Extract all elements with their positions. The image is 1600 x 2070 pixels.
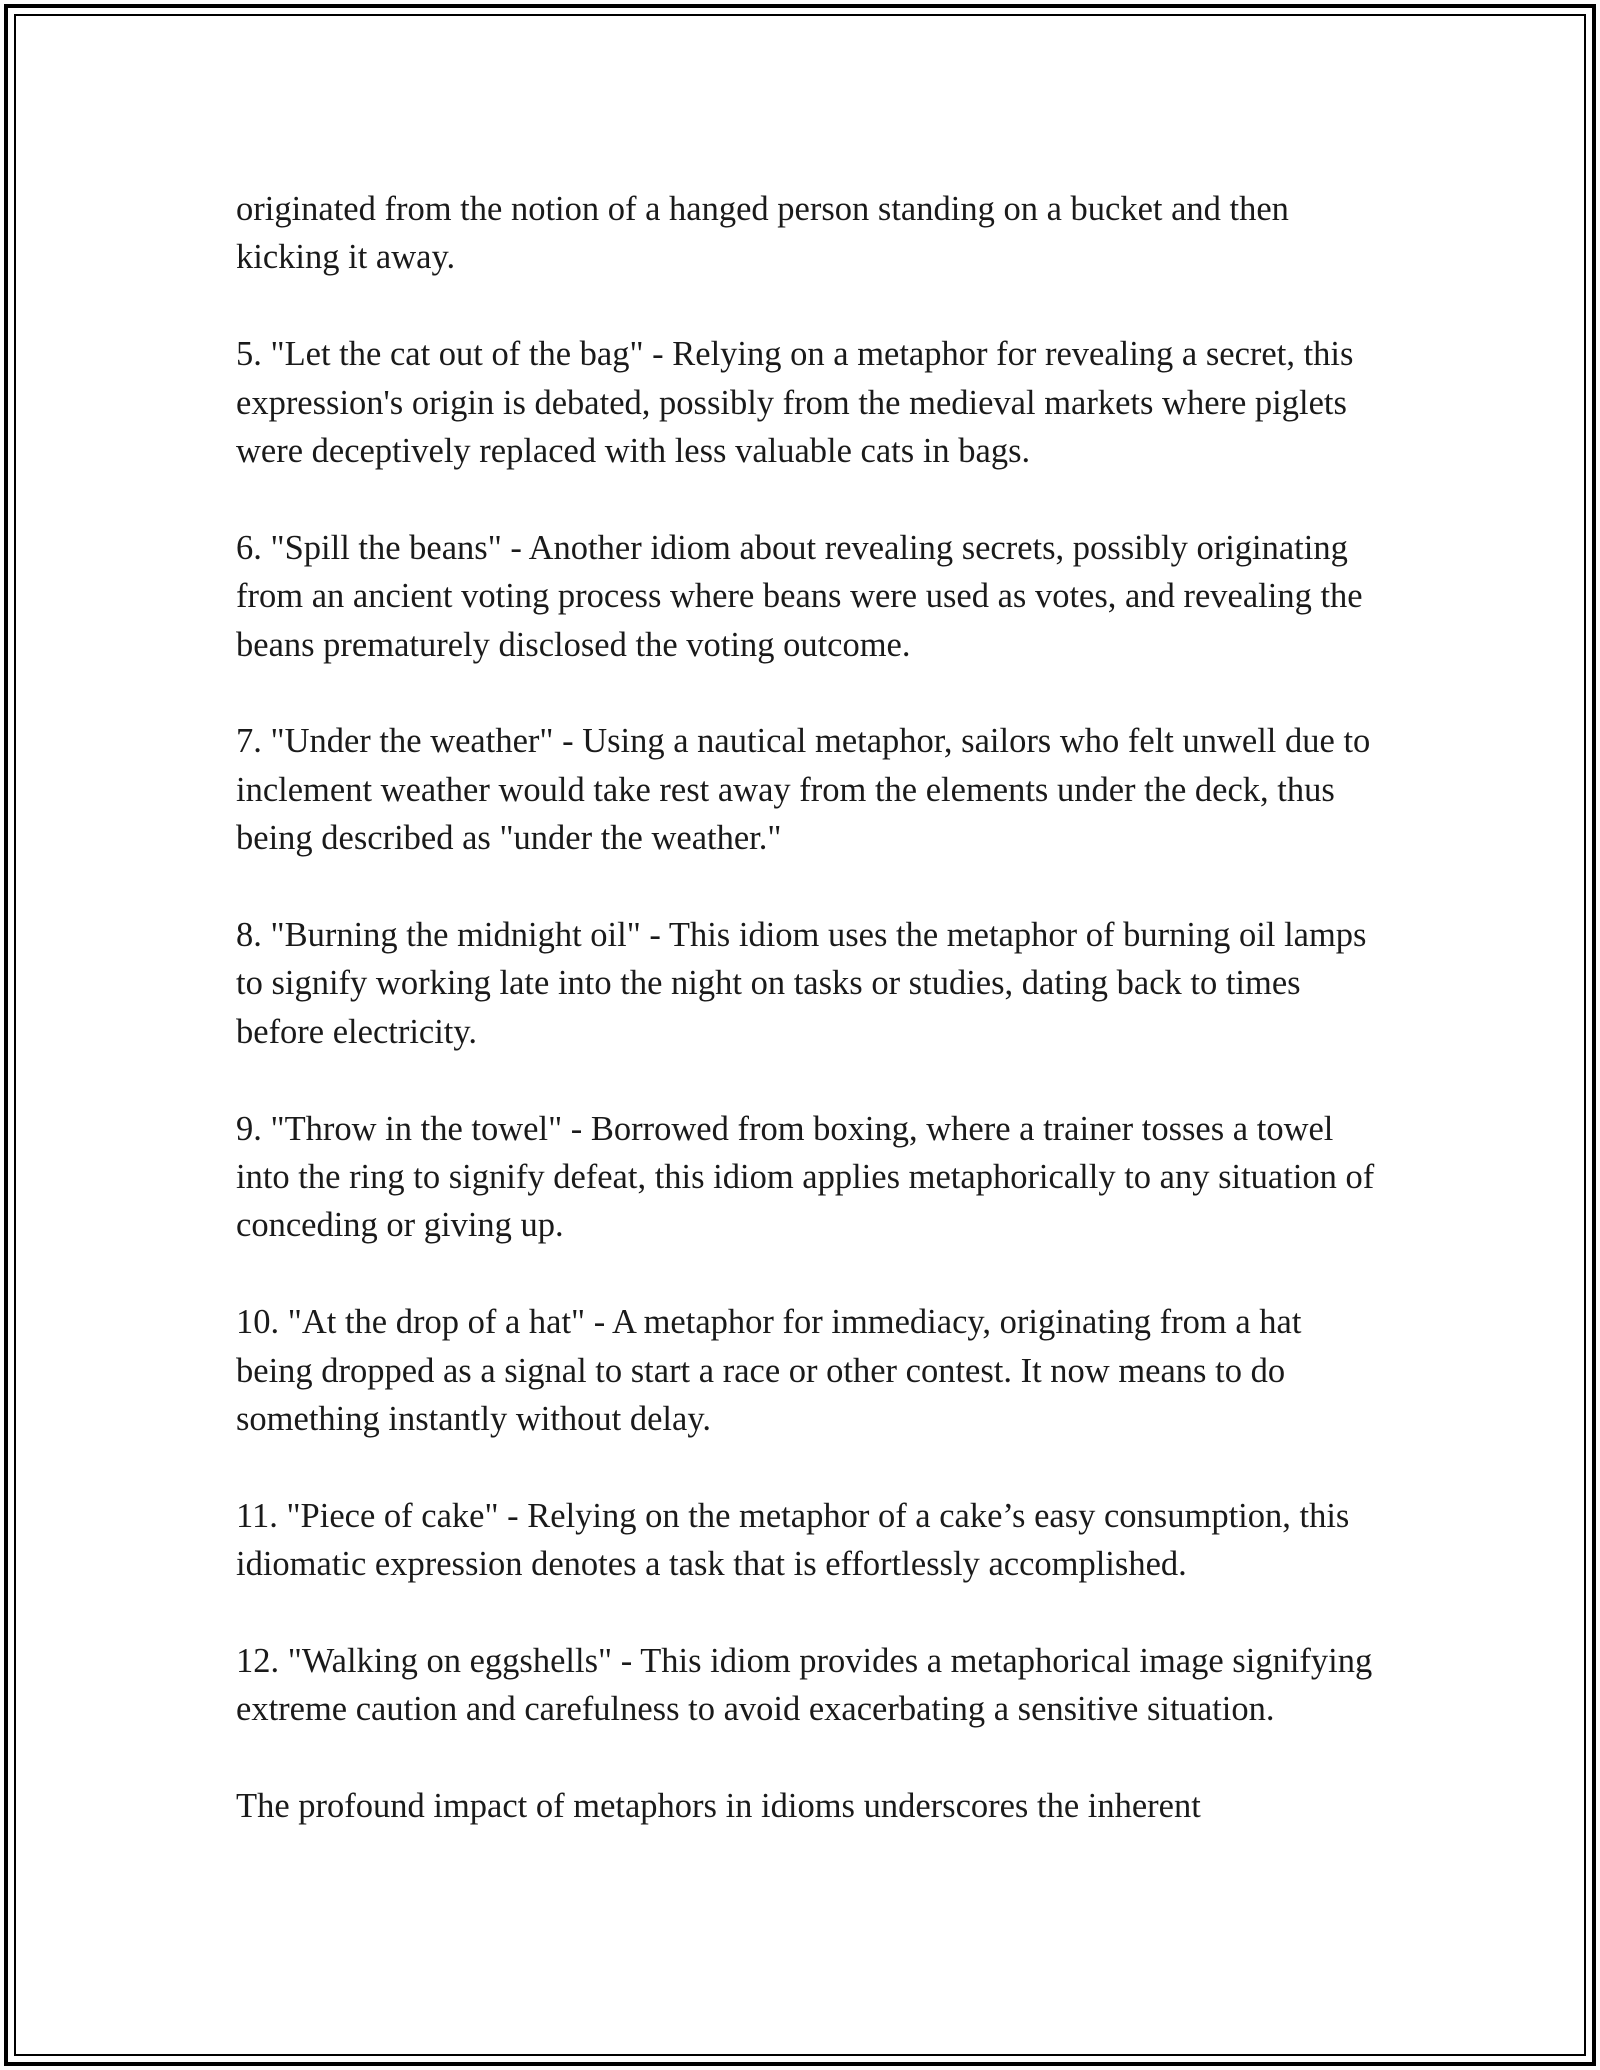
paragraph-idiom-11: 11. "Piece of cake" - Relying on the metaphor of a cake’s easy consumption, this idiomatic expression denotes a task that is effortlessly accomplished. xyxy=(236,1496,1350,1584)
paragraph-conclusion-start: The profound impact of metaphors in idioms underscores the inherent xyxy=(236,1787,1201,1826)
paragraph-idiom-6: 6. "Spill the beans" - Another idiom about revealing secrets, possibly originating from an ancient voting process where beans were used as votes, and revealing the beans prematurely disclosed the voting outcome. xyxy=(236,528,1363,664)
paragraph-idiom-12: 12. "Walking on eggshells" - This idiom provides a metaphorical image signifying extreme caution and carefulness to avoid exacerbating a sensitive situation. xyxy=(236,1642,1373,1729)
paragraph-idiom-9: 9. "Throw in the towel" - Borrowed from boxing, where a trainer tosses a towel into the ring to signify defeat, this idiom applies metaphorically to any situation of conceding or giving up. xyxy=(236,1109,1375,1245)
document-body xyxy=(236,185,1376,1879)
paragraph-kick-the-bucket-continuation: originated from the notion of a hanged person standing on a bucket and then kicking it away. xyxy=(236,190,1289,277)
paragraph-idiom-8: 8. "Burning the midnight oil" - This idiom uses the metaphor of burning oil lamps to signify working late into the night on tasks or studies, dating back to times before electricity. xyxy=(236,916,1367,1051)
paragraph-idiom-7: 7. "Under the weather" - Using a nautical metaphor, sailors who felt unwell due to inclement weather would take rest away from the elements under the deck, thus being described as "under the weather." xyxy=(236,722,1371,858)
paragraph-idiom-10: 10. "At the drop of a hat" - A metaphor for immediacy, originating from a hat being dropped as a signal to start a race or other contest. It now means to do something instantly without delay. xyxy=(236,1303,1302,1439)
paragraph-idiom-5: 5. "Let the cat out of the bag" - Relying on a metaphor for revealing a secret, this expression's origin is debated, possibly from the medieval markets where piglets were deceptively replaced with less valuable cats in bags. xyxy=(236,335,1354,471)
